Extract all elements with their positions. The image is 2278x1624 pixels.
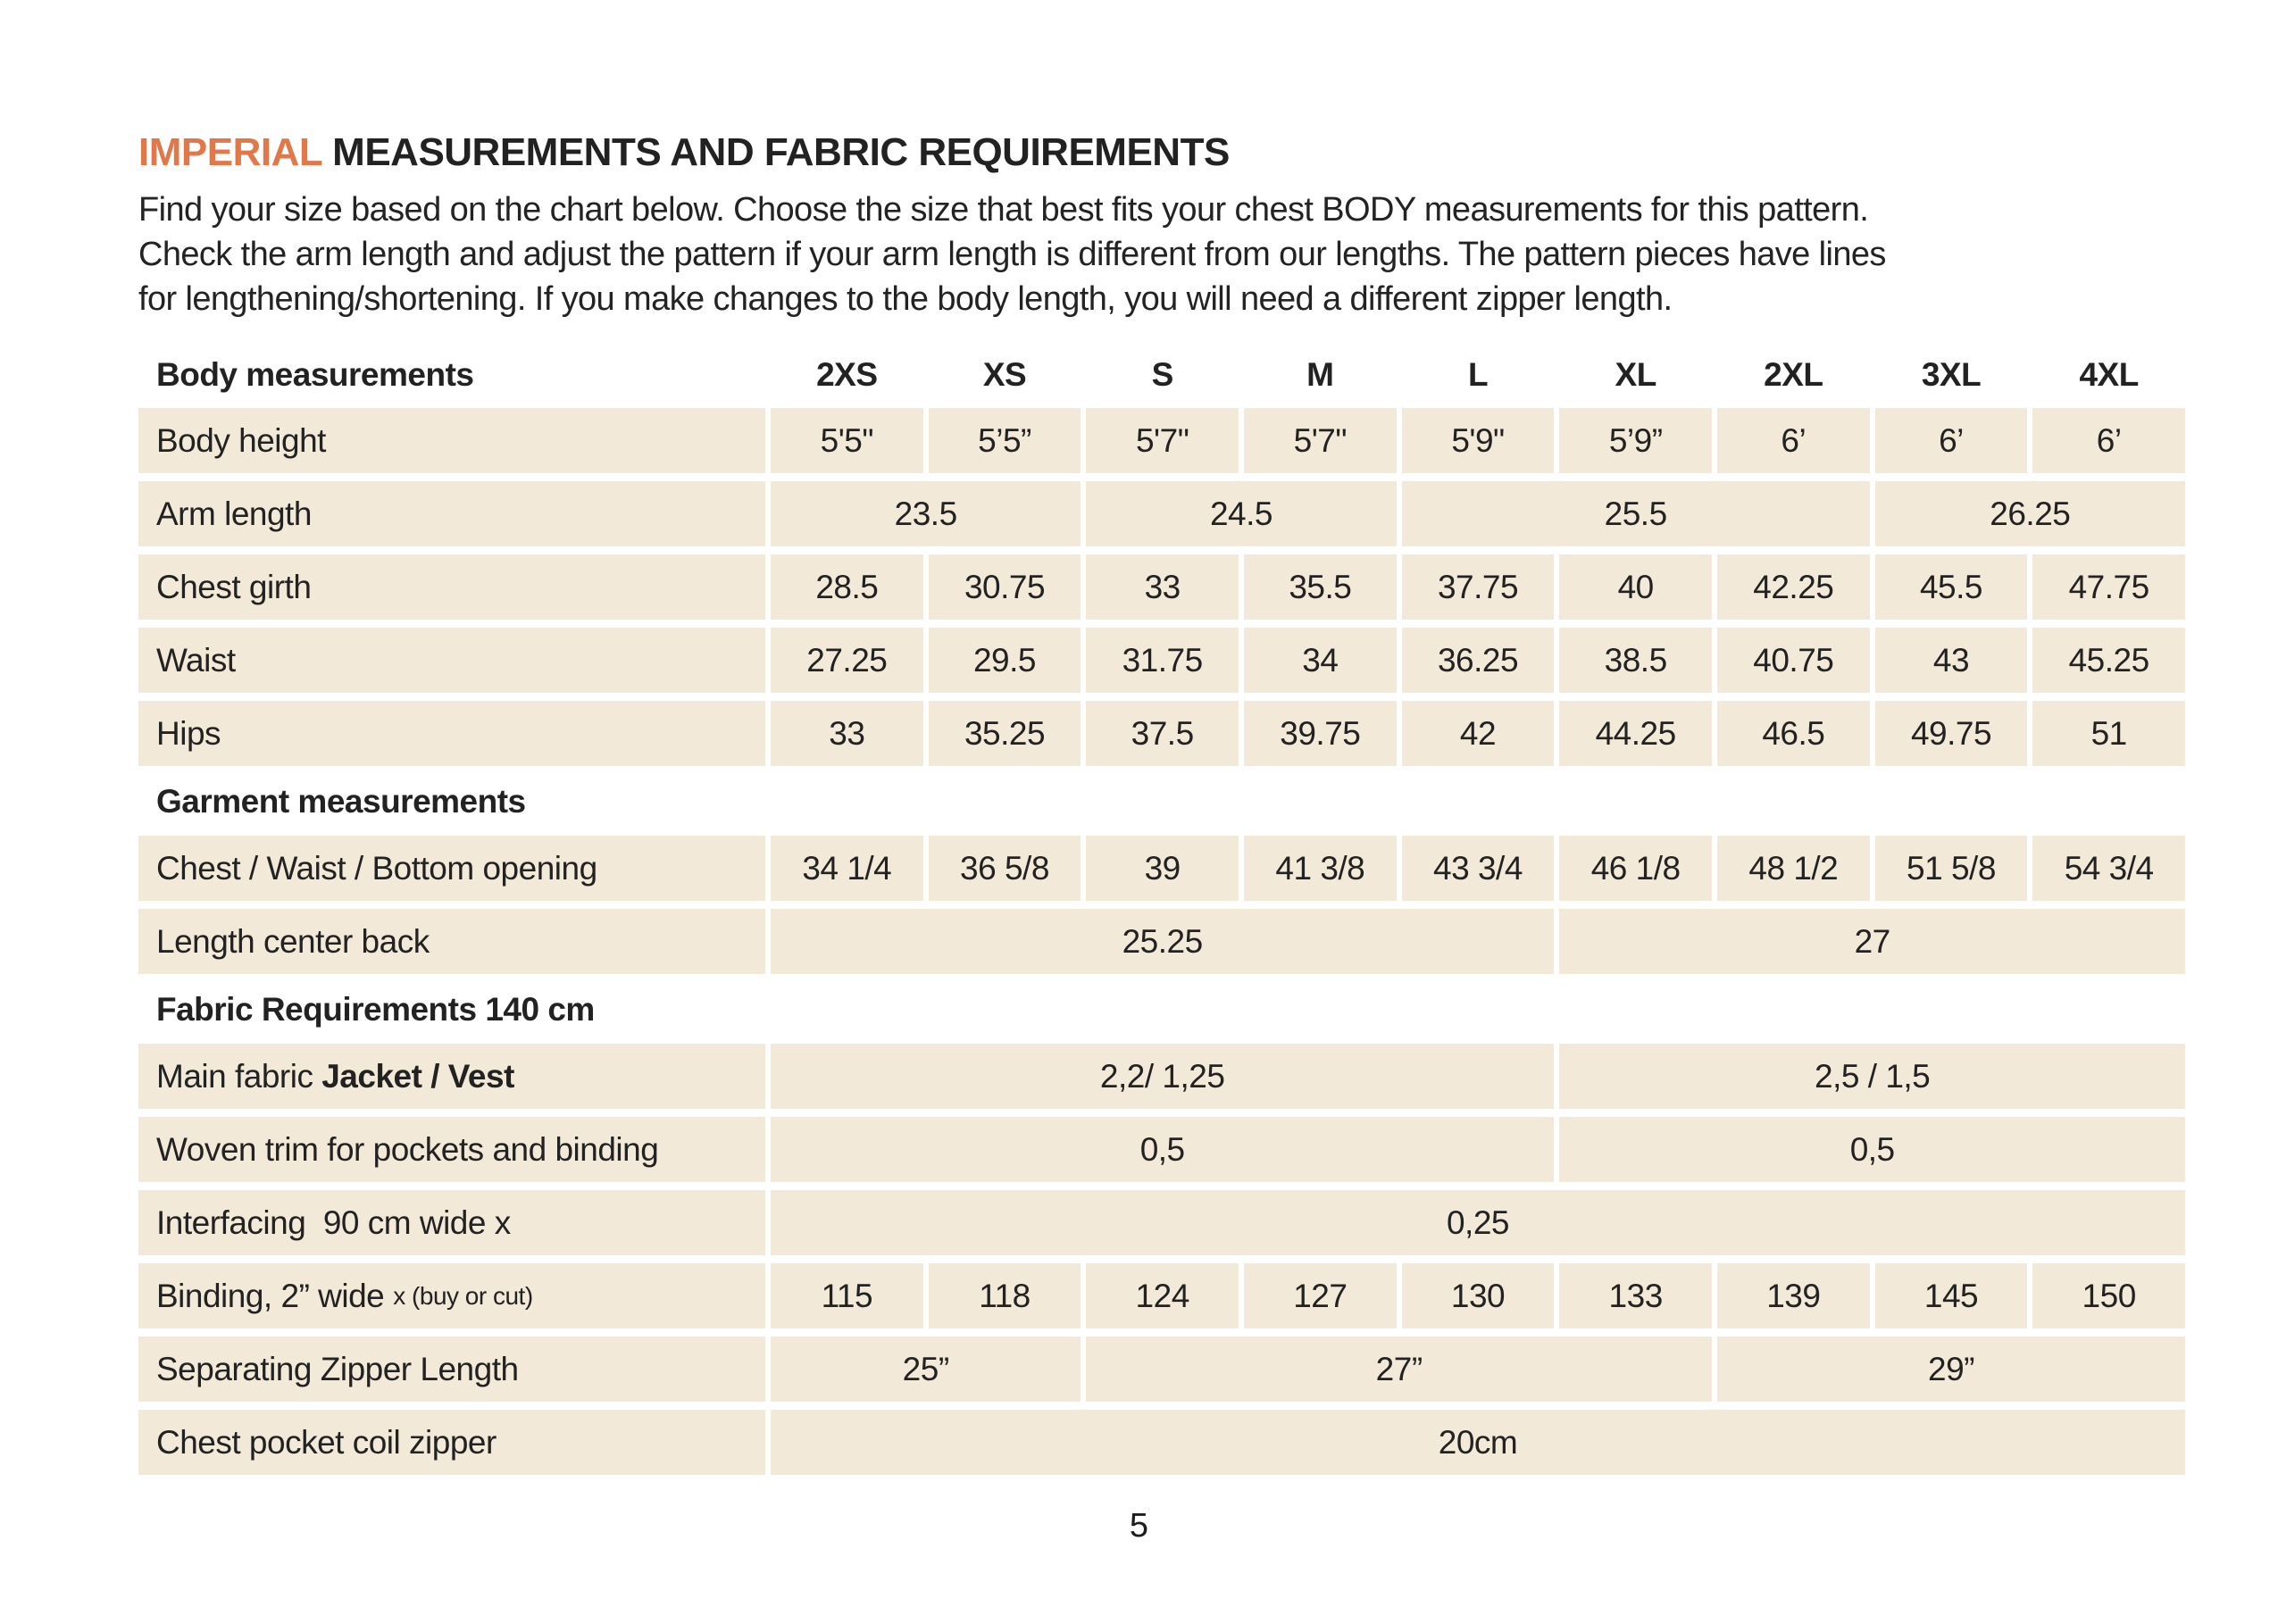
row-label-bold: Jacket / Vest [321, 1057, 514, 1095]
table-cell: 35.5 [1244, 554, 1397, 620]
table-cell: 40 [1559, 554, 1712, 620]
row-label: Main fabric Jacket / Vest [138, 1044, 765, 1109]
table-cell: 27” [1086, 1337, 1712, 1402]
table-cell: 37.5 [1086, 701, 1239, 766]
size-column-header: 3XL [1921, 356, 1982, 393]
table-cell: 31.75 [1086, 628, 1239, 693]
table-cell: 6’ [2032, 408, 2185, 473]
table-cell: 29” [1717, 1337, 2185, 1402]
table-cell: 118 [929, 1263, 1081, 1328]
table-cell: 29.5 [929, 628, 1081, 693]
table-row-zipper-length [138, 1337, 2185, 1402]
page-number: 5 [1129, 1507, 1149, 1545]
row-label: Chest girth [138, 554, 765, 620]
row-label: Chest pocket coil zipper [138, 1410, 765, 1475]
table-cell: 0,5 [771, 1117, 1554, 1182]
table-cell: 5’9” [1559, 408, 1712, 473]
table-cell: 47.75 [2032, 554, 2185, 620]
table-cell: 45.25 [2032, 628, 2185, 693]
row-label: Arm length [138, 481, 765, 546]
page-title [138, 130, 2189, 175]
table-row-body-height [138, 408, 2185, 473]
table-cell: 30.75 [929, 554, 1081, 620]
table-row-hips [138, 701, 2185, 766]
table-cell: 39 [1086, 836, 1239, 901]
row-label-suffix: x (buy or cut) [393, 1281, 533, 1310]
table-cell: 51 [2032, 701, 2185, 766]
table-cell: 36 5/8 [929, 836, 1081, 901]
table-cell: 42.25 [1717, 554, 1870, 620]
table-row-opening [138, 836, 2185, 901]
intro-line: Check the arm length and adjust the pattern if your arm length is different from our lengths. The pattern pieces have lines [138, 236, 1886, 273]
size-column-header: 4XL [2079, 356, 2139, 393]
table-cell: 33 [771, 701, 923, 766]
row-label: Hips [138, 701, 765, 766]
section-header-fabric: Fabric Requirements 140 cm [156, 991, 595, 1028]
table-cell: 2,2/ 1,25 [771, 1044, 1554, 1109]
size-column-header: XS [982, 356, 1027, 393]
table-cell: 127 [1244, 1263, 1397, 1328]
size-column-header: S [1151, 356, 1173, 393]
table-cell: 5'9" [1402, 408, 1555, 473]
row-label: Binding, 2” wide x (buy or cut) [138, 1263, 765, 1328]
table-cell: 46 1/8 [1559, 836, 1712, 901]
table-cell: 5'5" [771, 408, 923, 473]
table-row-length-center-back [138, 909, 2185, 974]
table-cell: 40.75 [1717, 628, 1870, 693]
table-cell: 0,25 [771, 1190, 2185, 1255]
table-row-chest-girth [138, 554, 2185, 620]
table-cell: 38.5 [1559, 628, 1712, 693]
section-header-garment: Garment measurements [156, 783, 526, 820]
table-cell: 20cm [771, 1410, 2185, 1475]
measurements-table [138, 352, 2185, 1475]
size-column-header: L [1467, 356, 1489, 393]
table-cell: 25” [771, 1337, 1081, 1402]
table-cell: 27 [1559, 909, 2185, 974]
table-cell: 51 5/8 [1875, 836, 2028, 901]
table-row-woven-trim [138, 1117, 2185, 1182]
table-cell: 49.75 [1875, 701, 2028, 766]
table-cell: 5’5” [929, 408, 1081, 473]
column-header-label: Body measurements [156, 356, 474, 393]
intro-line: Find your size based on the chart below. Choose the size that best fits your chest BODY measurements for this pattern. [138, 191, 1869, 229]
table-cell: 34 1/4 [771, 836, 923, 901]
table-cell: 43 3/4 [1402, 836, 1555, 901]
table-cell: 130 [1402, 1263, 1555, 1328]
row-label: Separating Zipper Length [138, 1337, 765, 1402]
table-cell: 33 [1086, 554, 1239, 620]
table-cell: 139 [1717, 1263, 1870, 1328]
row-label: Length center back [138, 909, 765, 974]
table-row-waist [138, 628, 2185, 693]
title-rest: MEASUREMENTS AND FABRIC REQUIREMENTS [321, 130, 1230, 174]
table-cell: 35.25 [929, 701, 1081, 766]
table-cell: 48 1/2 [1717, 836, 1870, 901]
table-row-chest-pocket-zipper [138, 1410, 2185, 1475]
table-row-interfacing [138, 1190, 2185, 1255]
table-cell: 39.75 [1244, 701, 1397, 766]
table-cell: 42 [1402, 701, 1555, 766]
table-cell: 2,5 / 1,5 [1559, 1044, 2185, 1109]
row-label: Waist [138, 628, 765, 693]
table-cell: 5'7" [1244, 408, 1397, 473]
table-cell: 43 [1875, 628, 2028, 693]
table-cell: 6’ [1875, 408, 2028, 473]
size-column-header: 2XL [1764, 356, 1823, 393]
table-header-row [138, 352, 2185, 398]
row-label: Woven trim for pockets and binding [138, 1117, 765, 1182]
table-row-binding [138, 1263, 2185, 1328]
table-cell: 124 [1086, 1263, 1239, 1328]
table-row-arm-length [138, 481, 2185, 546]
table-row-main-fabric [138, 1044, 2185, 1109]
table-cell: 23.5 [771, 481, 1081, 546]
intro-paragraph [138, 187, 2189, 321]
table-cell: 25.25 [771, 909, 1554, 974]
table-cell: 37.75 [1402, 554, 1555, 620]
table-cell: 45.5 [1875, 554, 2028, 620]
table-cell: 41 3/8 [1244, 836, 1397, 901]
size-column-header: M [1306, 356, 1334, 393]
table-cell: 44.25 [1559, 701, 1712, 766]
intro-line: for lengthening/shortening. If you make changes to the body length, you will need a different zipper length. [138, 280, 1673, 318]
table-cell: 5'7" [1086, 408, 1239, 473]
table-cell: 24.5 [1086, 481, 1396, 546]
row-label: Interfacing 90 cm wide x [138, 1190, 765, 1255]
row-label: Chest / Waist / Bottom opening [138, 836, 765, 901]
table-cell: 115 [771, 1263, 923, 1328]
table-cell: 25.5 [1402, 481, 1870, 546]
table-cell: 28.5 [771, 554, 923, 620]
size-column-header: XL [1615, 356, 1656, 393]
table-cell: 34 [1244, 628, 1397, 693]
row-label: Body height [138, 408, 765, 473]
table-cell: 46.5 [1717, 701, 1870, 766]
table-cell: 150 [2032, 1263, 2185, 1328]
table-cell: 145 [1875, 1263, 2028, 1328]
table-cell: 6’ [1717, 408, 1870, 473]
size-column-header: 2XS [816, 356, 878, 393]
table-cell: 0,5 [1559, 1117, 2185, 1182]
table-cell: 133 [1559, 1263, 1712, 1328]
table-cell: 26.25 [1875, 481, 2185, 546]
title-highlight: IMPERIAL [138, 130, 322, 174]
table-cell: 36.25 [1402, 628, 1555, 693]
table-cell: 54 3/4 [2032, 836, 2185, 901]
table-cell: 27.25 [771, 628, 923, 693]
